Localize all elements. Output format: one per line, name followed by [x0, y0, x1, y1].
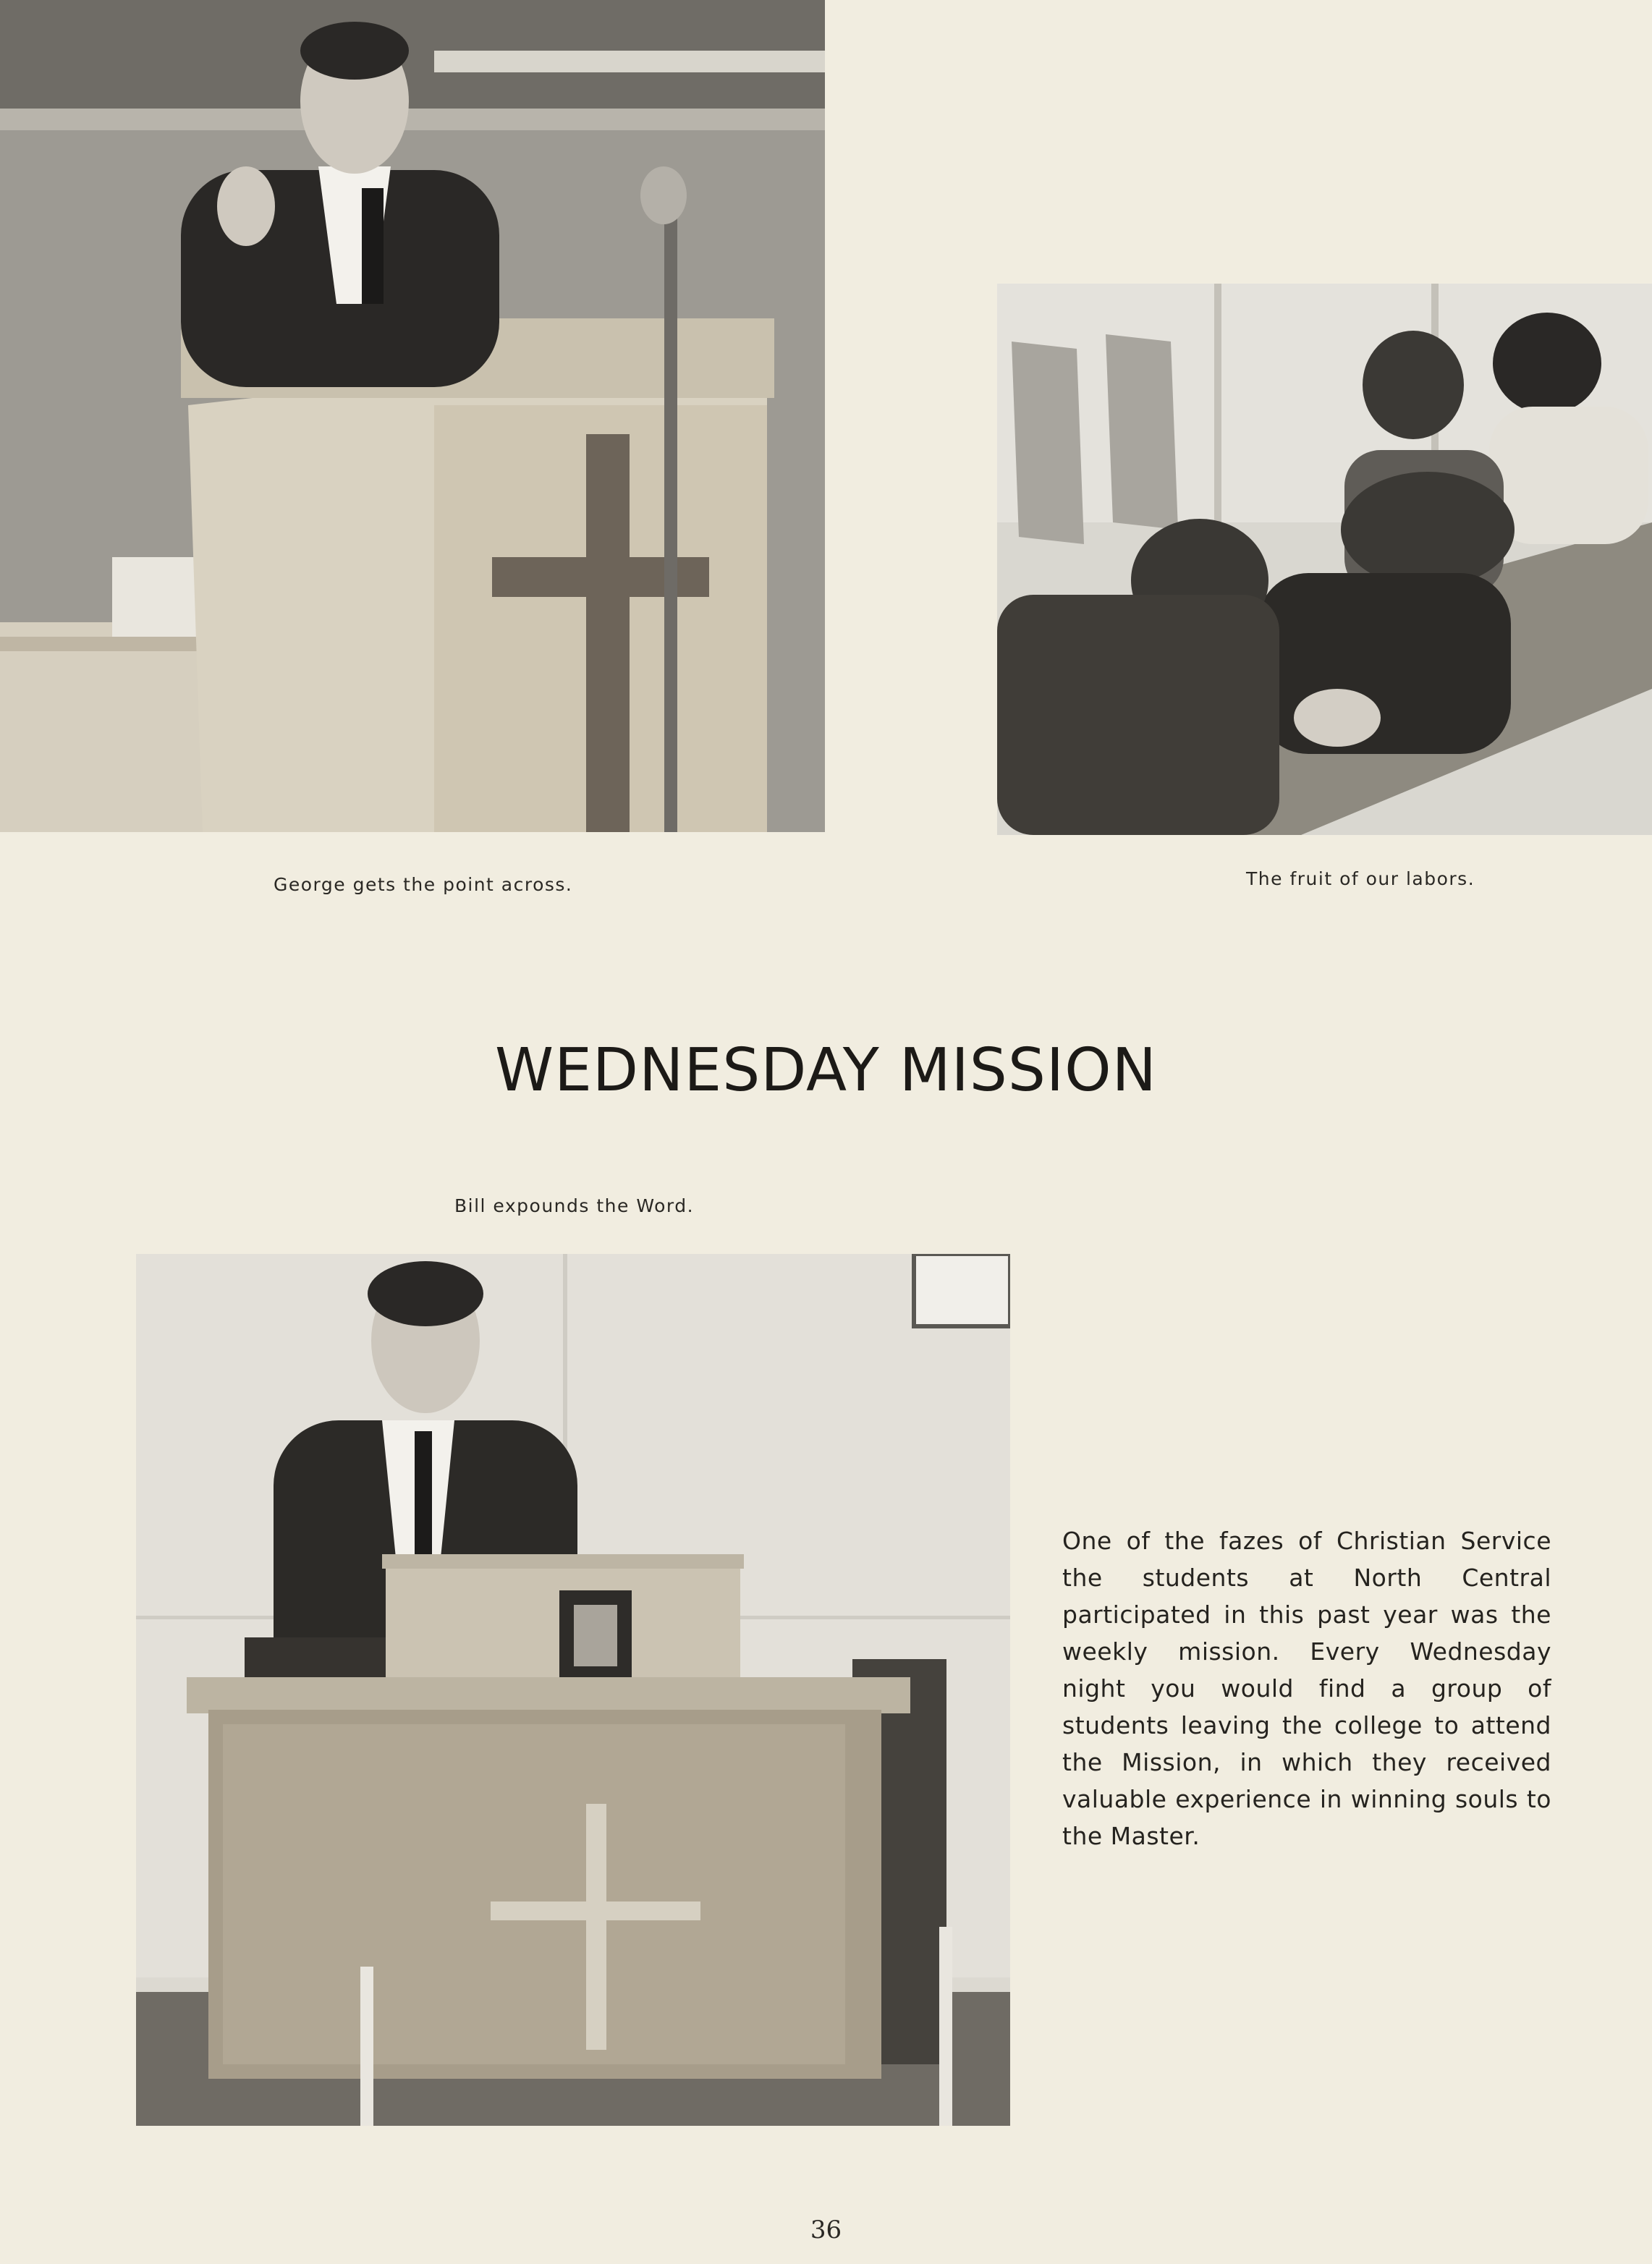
body-paragraph: One of the fazes of Christian Service the students at North Central participated in this past year was the weekly mission. Every Wednesday night you would find a group of students leaving the college to attend the Mission, in which they received valuable experience in winning souls to the Master.	[1062, 1527, 1551, 1850]
photo-george-at-pulpit	[0, 0, 825, 832]
page-title: WEDNESDAY MISSION	[495, 1036, 1157, 1105]
caption-george: George gets the point across.	[274, 874, 573, 895]
caption-bill: Bill expounds the Word.	[454, 1195, 695, 1216]
photo-bill-at-lectern	[136, 1254, 1010, 2126]
page-number: 36	[810, 2216, 842, 2244]
caption-fruit: The fruit of our labors.	[1246, 868, 1475, 889]
photo-men-praying	[997, 284, 1652, 835]
